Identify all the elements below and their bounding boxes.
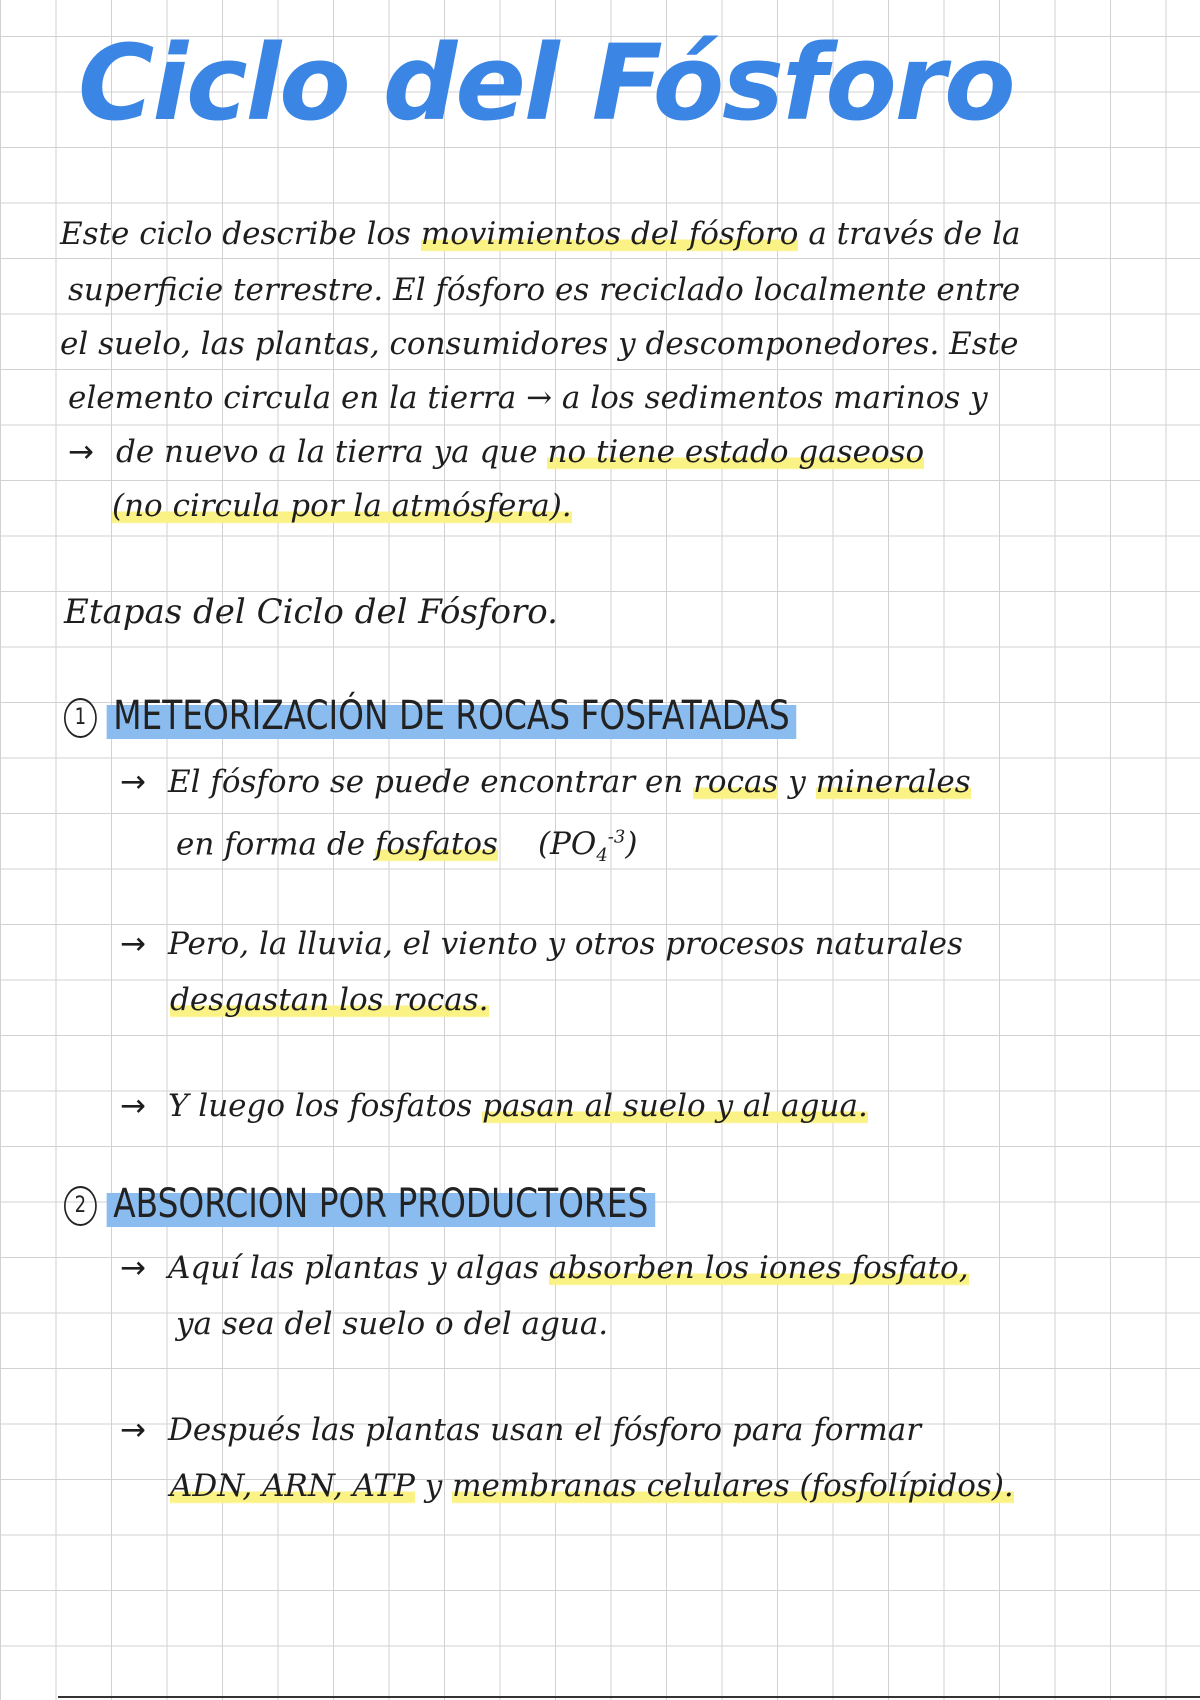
bullet-text: Después las plantas usan el fósforo para formar (167, 1412, 922, 1448)
formula-close: ) (625, 826, 638, 863)
intro-highlight: (no circula por la atmósfera). (112, 488, 572, 524)
intro-line-6 (112, 486, 572, 526)
section-1-bullet-1 (120, 762, 971, 802)
stages-heading: Etapas del Ciclo del Fósforo. (64, 592, 558, 632)
section-1-bullet-2-cont (170, 980, 489, 1020)
page-title: Ciclo del Fósforo (78, 22, 1014, 144)
bullet-highlight: membranas celulares (452, 1468, 790, 1504)
section-2-bullet-1-cont: ya sea del suelo o del agua. (176, 1306, 609, 1342)
arrow-icon: → (120, 1250, 146, 1286)
section-2-bullet-2-cont (170, 1466, 1014, 1506)
section-number: 1 (64, 698, 97, 738)
formula-base: (PO (537, 826, 597, 863)
bullet-highlight: minerales (815, 764, 971, 800)
bullet-text: Pero, la lluvia, el viento y otros procesos naturales (167, 926, 963, 962)
section-title: METEORIZACIÓN DE ROCAS FOSFATADAS (107, 693, 797, 739)
intro-line-2: superficie terrestre. El fósforo es reciclado localmente entre (68, 272, 1021, 308)
intro-line-4: elemento circula en la tierra → a los sedimentos marinos y (68, 380, 988, 416)
section-2-heading (64, 1178, 655, 1230)
section-1-bullet-3 (120, 1086, 868, 1126)
section-1-bullet-2 (120, 924, 963, 964)
bullet-text: Aquí las plantas y algas (167, 1250, 549, 1286)
bullet-highlight: absorben los iones fosfato, (548, 1250, 969, 1286)
intro-text: de nuevo a la tierra ya que (115, 434, 548, 470)
intro-text: Este ciclo describe los (60, 216, 421, 252)
bullet-highlight: desgastan los rocas. (170, 982, 489, 1018)
bullet-text: y (778, 764, 816, 800)
bullet-text: en forma de (176, 826, 375, 863)
formula-superscript: -3 (607, 827, 626, 848)
arrow-icon: → (120, 764, 146, 800)
intro-line-1 (60, 214, 1021, 254)
page-bottom-rule (58, 1696, 1200, 1698)
section-1-heading (64, 690, 796, 742)
formula-subscript: 4 (596, 845, 608, 867)
intro-text: a través de la (798, 216, 1021, 252)
phosphate-formula (537, 826, 638, 867)
arrow-icon: → (120, 926, 146, 962)
arrow-icon: → (120, 1088, 146, 1124)
intro-highlight: no tiene estado gaseoso (547, 434, 925, 470)
bullet-highlight: (fosfolípidos). (789, 1468, 1014, 1504)
arrow-icon: → (120, 1412, 146, 1448)
intro-line-3: el suelo, las plantas, consumidores y descomponedores. Este (60, 326, 1019, 362)
section-2-bullet-2 (120, 1410, 921, 1450)
section-2-bullet-1 (120, 1248, 969, 1288)
bullet-text: y (414, 1468, 453, 1504)
bullet-text: Y luego los fosfatos (167, 1088, 483, 1124)
intro-highlight: movimientos del fósforo (420, 216, 799, 252)
bullet-highlight: ADN, ARN, ATP (170, 1468, 415, 1504)
bullet-text: El fósforo se puede encontrar en (167, 764, 694, 800)
section-title: ABSORCION POR PRODUCTORES (107, 1181, 655, 1227)
bullet-highlight: pasan al suelo y al agua. (482, 1088, 868, 1124)
arrow-icon: → (68, 434, 94, 470)
bullet-highlight: rocas (693, 764, 779, 800)
bullet-highlight: fosfatos (374, 826, 498, 863)
section-1-bullet-1-cont (176, 818, 637, 877)
intro-line-5 (68, 432, 924, 472)
section-number: 2 (64, 1186, 97, 1226)
